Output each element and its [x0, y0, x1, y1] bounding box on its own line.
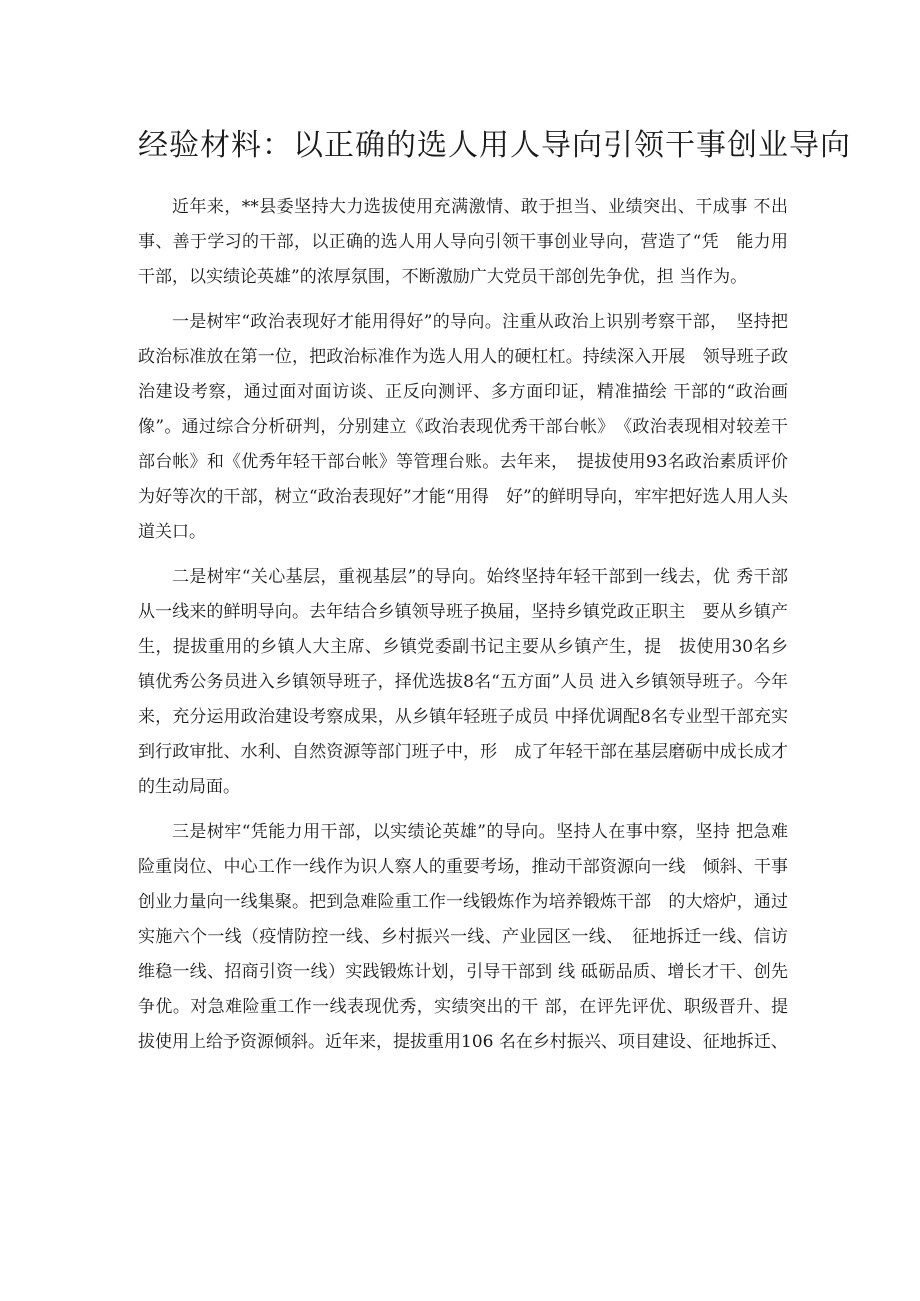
paragraph-point-one: 一是树牢“政治表现好才能用得好”的导向。注重从政治上识别考察干部， 坚持把政治标准放在第一位，把政治标准作为选人用人的硬杠杠。持续深入开展 领导班子政治建设考察，通过面对面访谈、正反向测评、多方面印证，精准描绘 干部的“政治画像”。通过综合分析研判，分别建立《政治表现优秀干部台帐》 《政治表现相对较差干部台帐》和《优秀年轻干部台帐》等管理台账。去年来， 提拔使用93名政治素质评价为好等次的干部，树立“政治表现好”才能“用得 好”的鲜明导向，牢牢把好选人用人头道关口。 — [138, 312, 788, 542]
paragraph-point-two: 二是树牢“关心基层，重视基层”的导向。始终坚持年轻干部到一线去，优 秀干部从一线来的鲜明导向。去年结合乡镇领导班子换届，坚持乡镇党政正职主 要从乡镇产生，提拔重用的乡镇人大主席、乡镇党委副书记主要从乡镇产生，提 拔使用30名乡镇优秀公务员进入乡镇领导班子，择优选拔8名“五方面”人员 进入乡镇领导班子。今年来，充分运用政治建设考察成果，从乡镇年轻班子成员 中择优调配8名专业型干部充实到行政审批、水利、自然资源等部门班子中，形 成了年轻干部在基层磨砺中成长成才的生动局面。 — [138, 567, 788, 797]
paragraph-intro: 近年来，**县委坚持大力选拔使用充满激情、敢于担当、业绩突出、干成事 不出事、善于学习的干部，以正确的选人用人导向引领干事创业导向，营造了“凭 能力用干部，以实绩论英雄”的浓厚氛围，不断激励广大党员干部创先争优，担 当作为。 — [138, 197, 788, 287]
paragraph-point-three: 三是树牢“凭能力用干部，以实绩论英雄”的导向。坚持人在事中察，坚持 把急难险重岗位、中心工作一线作为识人察人的重要考场，推动干部资源向一线 倾斜、干事创业力量向一线集聚。把到急难险重工作一线锻炼作为培养锻炼干部 的大熔炉，通过实施六个一线（疫情防控一线、乡村振兴一线、产业园区一线、 征地拆迁一线、信访维稳一线、招商引资一线）实践锻炼计划，引导干部到 线 砥砺品质、增长才干、创先争优。对急难险重工作一线表现优秀，实绩突出的干 部，在评先评优、职级晋升、提拔使用上给予资源倾斜。近年来，提拔重用106 名在乡村振兴、项目建设、征地拆迁、 — [138, 822, 788, 1052]
document-body — [138, 190, 788, 1070]
document-title: 经验材料：以正确的选人用人导向引领干事创业导向 — [138, 128, 851, 163]
